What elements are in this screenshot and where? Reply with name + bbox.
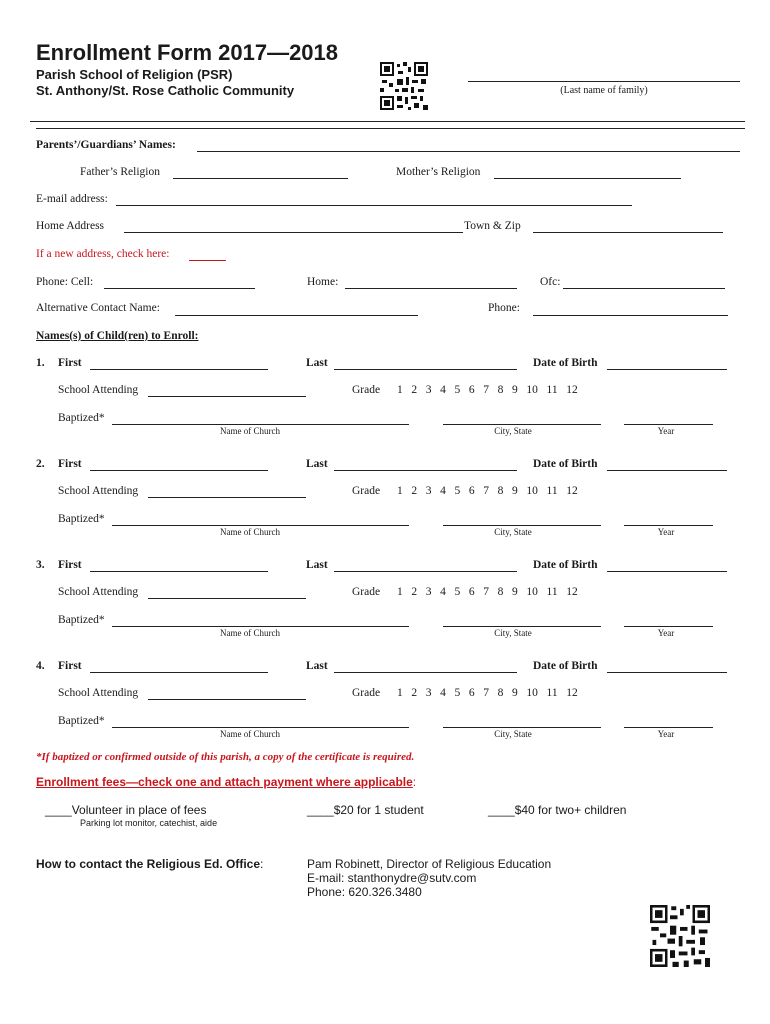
child-school-field-2[interactable] <box>148 497 306 498</box>
contact-label <box>36 857 263 871</box>
child-grade-label-3: Grade <box>352 586 381 598</box>
fee-option-two-plus[interactable]: ____$40 for two+ children <box>488 803 627 817</box>
child-first-field-4[interactable] <box>90 672 268 673</box>
child-grade-label-2: Grade <box>352 485 381 497</box>
child-city-caption-4: City, State <box>494 729 532 739</box>
child-first-field-1[interactable] <box>90 369 268 370</box>
header-divider <box>30 121 745 122</box>
child-dob-field-2[interactable] <box>607 470 727 471</box>
volunteer-note: Parking lot monitor, catechist, aide <box>80 818 218 828</box>
child-last-field-4[interactable] <box>334 672 517 673</box>
guardians-label: Parents’/Guardians’ Names: <box>36 139 176 151</box>
office-phone-label: Ofc: <box>540 276 561 288</box>
child-dob-label-3: Date of Birth <box>533 559 598 571</box>
child-city-field-4[interactable] <box>443 727 601 728</box>
child-last-label-2: Last <box>306 458 328 470</box>
contact-email[interactable]: E-mail: stanthonydre@sutv.com <box>307 871 477 885</box>
new-address-checkbox[interactable] <box>189 260 226 261</box>
child-school-label-4: School Attending <box>58 687 139 699</box>
alt-contact-field[interactable] <box>175 315 418 316</box>
child-number-1: 1. <box>36 357 45 369</box>
home-address-label: Home Address <box>36 220 105 232</box>
child-dob-field-3[interactable] <box>607 571 727 572</box>
child-school-field-4[interactable] <box>148 699 306 700</box>
child-dob-field-1[interactable] <box>607 369 727 370</box>
fees-heading-text: Enrollment fees—check one and attach payment where applicable <box>36 775 413 789</box>
child-school-field-3[interactable] <box>148 598 306 599</box>
child-church-field-2[interactable] <box>112 525 409 526</box>
child-church-field-3[interactable] <box>112 626 409 627</box>
child-first-label-4: First <box>58 660 82 672</box>
page-subtitle-community: St. Anthony/St. Rose Catholic Community <box>36 83 295 98</box>
contact-director: Pam Robinett, Director of Religious Education <box>307 857 552 871</box>
office-phone-field[interactable] <box>563 288 725 289</box>
fees-heading <box>36 775 416 789</box>
child-school-label-2: School Attending <box>58 485 139 497</box>
child-baptized-label-4: Baptized* <box>58 715 105 727</box>
child-grade-label-1: Grade <box>352 384 381 396</box>
email-field[interactable] <box>116 205 632 206</box>
child-year-caption-4: Year <box>657 729 675 739</box>
mothers-religion-field[interactable] <box>494 178 681 179</box>
child-year-field-1[interactable] <box>624 424 713 425</box>
child-last-label-1: Last <box>306 357 328 369</box>
alt-contact-label: Alternative Contact Name: <box>36 302 160 314</box>
child-city-field-3[interactable] <box>443 626 601 627</box>
qr-code-icon <box>380 62 428 110</box>
child-number-3: 3. <box>36 559 45 571</box>
child-grade-options-2[interactable]: 1 2 3 4 5 6 7 8 9 10 11 12 <box>397 485 578 497</box>
child-dob-label-2: Date of Birth <box>533 458 598 470</box>
fee-option-volunteer[interactable]: ____Volunteer in place of fees <box>45 803 207 817</box>
child-city-caption-1: City, State <box>494 426 532 436</box>
child-baptized-label-2: Baptized* <box>58 513 105 525</box>
alt-phone-field[interactable] <box>533 315 728 316</box>
child-city-caption-3: City, State <box>494 628 532 638</box>
town-zip-field[interactable] <box>533 232 723 233</box>
mothers-religion-label: Mother’s Religion <box>396 166 481 178</box>
child-year-field-4[interactable] <box>624 727 713 728</box>
town-zip-label: Town & Zip <box>464 220 521 232</box>
child-school-field-1[interactable] <box>148 396 306 397</box>
fathers-religion-label: Father’s Religion <box>80 166 160 178</box>
home-phone-field[interactable] <box>345 288 517 289</box>
child-year-caption-3: Year <box>657 628 675 638</box>
child-first-field-3[interactable] <box>90 571 268 572</box>
child-year-caption-2: Year <box>657 527 675 537</box>
child-grade-options-4[interactable]: 1 2 3 4 5 6 7 8 9 10 11 12 <box>397 687 578 699</box>
child-school-label-3: School Attending <box>58 586 139 598</box>
child-city-field-2[interactable] <box>443 525 601 526</box>
child-first-label-2: First <box>58 458 82 470</box>
child-grade-options-3[interactable]: 1 2 3 4 5 6 7 8 9 10 11 12 <box>397 586 578 598</box>
child-church-caption-1: Name of Church <box>220 426 280 436</box>
family-name-line[interactable] <box>468 81 740 82</box>
page-subtitle-psr: Parish School of Religion (PSR) <box>36 67 233 82</box>
qr-code-icon <box>650 905 710 967</box>
family-name-caption: (Last name of family) <box>560 85 648 96</box>
child-number-4: 4. <box>36 660 45 672</box>
child-church-caption-4: Name of Church <box>220 729 280 739</box>
home-phone-label: Home: <box>307 276 339 288</box>
child-last-label-3: Last <box>306 559 328 571</box>
baptism-footnote: *If baptized or confirmed outside of this parish, a copy of the certificate is required. <box>36 751 415 763</box>
fathers-religion-field[interactable] <box>173 178 348 179</box>
child-first-label-3: First <box>58 559 82 571</box>
child-grade-label-4: Grade <box>352 687 381 699</box>
child-city-caption-2: City, State <box>494 527 532 537</box>
child-first-field-2[interactable] <box>90 470 268 471</box>
child-year-caption-1: Year <box>657 426 675 436</box>
home-address-field[interactable] <box>124 232 463 233</box>
child-last-field-2[interactable] <box>334 470 517 471</box>
child-school-label-1: School Attending <box>58 384 139 396</box>
cell-phone-field[interactable] <box>104 288 255 289</box>
child-number-2: 2. <box>36 458 45 470</box>
child-church-caption-3: Name of Church <box>220 628 280 638</box>
child-baptized-label-1: Baptized* <box>58 412 105 424</box>
child-last-field-3[interactable] <box>334 571 517 572</box>
child-grade-options-1[interactable]: 1 2 3 4 5 6 7 8 9 10 11 12 <box>397 384 578 396</box>
child-church-caption-2: Name of Church <box>220 527 280 537</box>
page-title: Enrollment Form 2017—2018 <box>36 40 339 65</box>
child-church-field-4[interactable] <box>112 727 409 728</box>
contact-label-colon: : <box>260 857 264 871</box>
child-dob-label-1: Date of Birth <box>533 357 598 369</box>
child-church-field-1[interactable] <box>112 424 409 425</box>
child-dob-label-4: Date of Birth <box>533 660 598 672</box>
cell-phone-label: Phone: Cell: <box>36 276 94 288</box>
child-year-field-3[interactable] <box>624 626 713 627</box>
header-divider-2 <box>36 128 745 129</box>
child-last-label-4: Last <box>306 660 328 672</box>
child-last-field-1[interactable] <box>334 369 517 370</box>
contact-phone: Phone: 620.326.3480 <box>307 885 422 899</box>
fees-heading-colon: : <box>412 775 417 789</box>
alt-phone-label: Phone: <box>488 302 520 314</box>
child-city-field-1[interactable] <box>443 424 601 425</box>
children-heading: Names(s) of Child(ren) to Enroll: <box>36 330 199 342</box>
child-first-label-1: First <box>58 357 82 369</box>
fee-option-one-student[interactable]: ____$20 for 1 student <box>307 803 424 817</box>
child-dob-field-4[interactable] <box>607 672 727 673</box>
child-year-field-2[interactable] <box>624 525 713 526</box>
email-label: E-mail address: <box>36 193 108 205</box>
new-address-label: If a new address, check here: <box>36 248 170 260</box>
child-baptized-label-3: Baptized* <box>58 614 105 626</box>
contact-label-text: How to contact the Religious Ed. Office <box>36 857 261 871</box>
guardians-field[interactable] <box>197 151 740 152</box>
